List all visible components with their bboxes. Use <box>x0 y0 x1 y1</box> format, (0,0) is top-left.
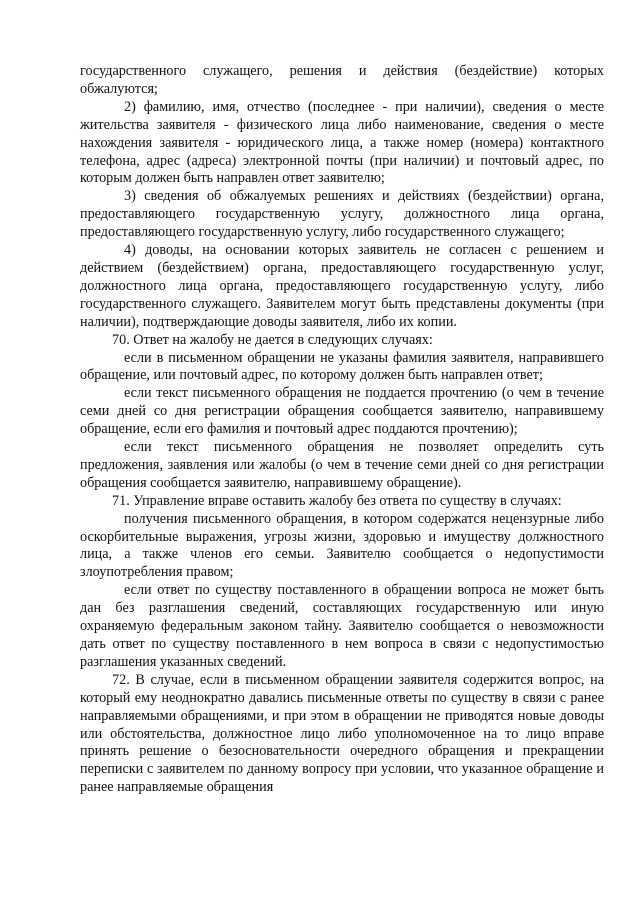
paragraph-continuation: государственного служащего, решения и действия (бездействие) которых обжалуются; <box>80 63 604 97</box>
paragraph-item-3: 3) сведения об обжалуемых решениях и действиях (бездействии) органа, предоставляющего государственную услугу, должностного лица органа, предоставляющего государственную услугу, либо государственного служащего; <box>80 188 604 241</box>
paragraph-71: 71. Управление вправе оставить жалобу без ответа по существу в случаях: <box>112 492 562 509</box>
paragraph-70: 70. Ответ на жалобу не дается в следующих случаях: <box>112 331 433 348</box>
paragraph-70-case-1: если в письменном обращении не указаны фамилия заявителя, направившего обращение, или почтовый адрес, по которому должен быть направлен ответ; <box>80 349 604 384</box>
paragraph-71-case-1: получения письменного обращения, в котором содержатся нецензурные либо оскорбительные выражения, угрозы жизни, здоровью и имуществу должностного лица, а также членов его семьи. Заявителю сообщается о недопустимости злоупотребления правом; <box>80 510 604 581</box>
paragraph-70-case-3: если текст письменного обращения не позволяет определить суть предложения, заявления или жалобы (о чем в течение семи дней со дня регистрации обращения сообщается заявителю, направившему обращение). <box>80 439 604 491</box>
paragraph-72: 72. В случае, если в письменном обращении заявителя содержится вопрос, на который ему неоднократно давались письменные ответы по существу в связи с ранее направляемыми обращениями, и при этом в обращении не приводятся новые доводы или обстоятельства, должностное лицо либо уполномоченное на то лицо вправе принять решение о безосновательности очередного обращения и прекращении переписки с заявителем по данному вопросу при условии, что указанное обращение и ранее направляемые обращения <box>80 671 604 796</box>
paragraph-71-case-2: если ответ по существу поставленного в обращении вопроса не может быть дан без разглашения сведений, составляющих государственную или иную охраняемую федеральным законом тайну. Заявителю сообщается о невозможности дать ответ по существу поставленного в нем вопроса в связи с недопустимостью разглашения указанных сведений. <box>80 582 604 670</box>
document-body <box>80 63 604 797</box>
paragraph-70-case-2: если текст письменного обращения не поддается прочтению (о чем в течение семи дней со дня регистрации обращения сообщается заявителю, направившему обращение, если его фамилия и почтовый адрес поддаются прочтению); <box>80 385 604 438</box>
paragraph-item-2: 2) фамилию, имя, отчество (последнее - при наличии), сведения о месте жительства заявителя - физического лица либо наименование, сведения о месте нахождения заявителя - юридического лица, а также номер (номера) контактного телефона, адрес (адреса) электронной почты (при наличии) и почтовый адрес, по которым должен быть направлен ответ заявителю; <box>80 98 604 187</box>
paragraph-item-4: 4) доводы, на основании которых заявитель не согласен с решением и действием (бездействием) органа, предоставляющего государственную услуг, должностного лица органа, предоставляющего государственную услугу, либо государственного служащего. Заявителем могут быть представлены документы (при наличии), подтверждающие доводы заявителя, либо их копии. <box>80 242 604 330</box>
